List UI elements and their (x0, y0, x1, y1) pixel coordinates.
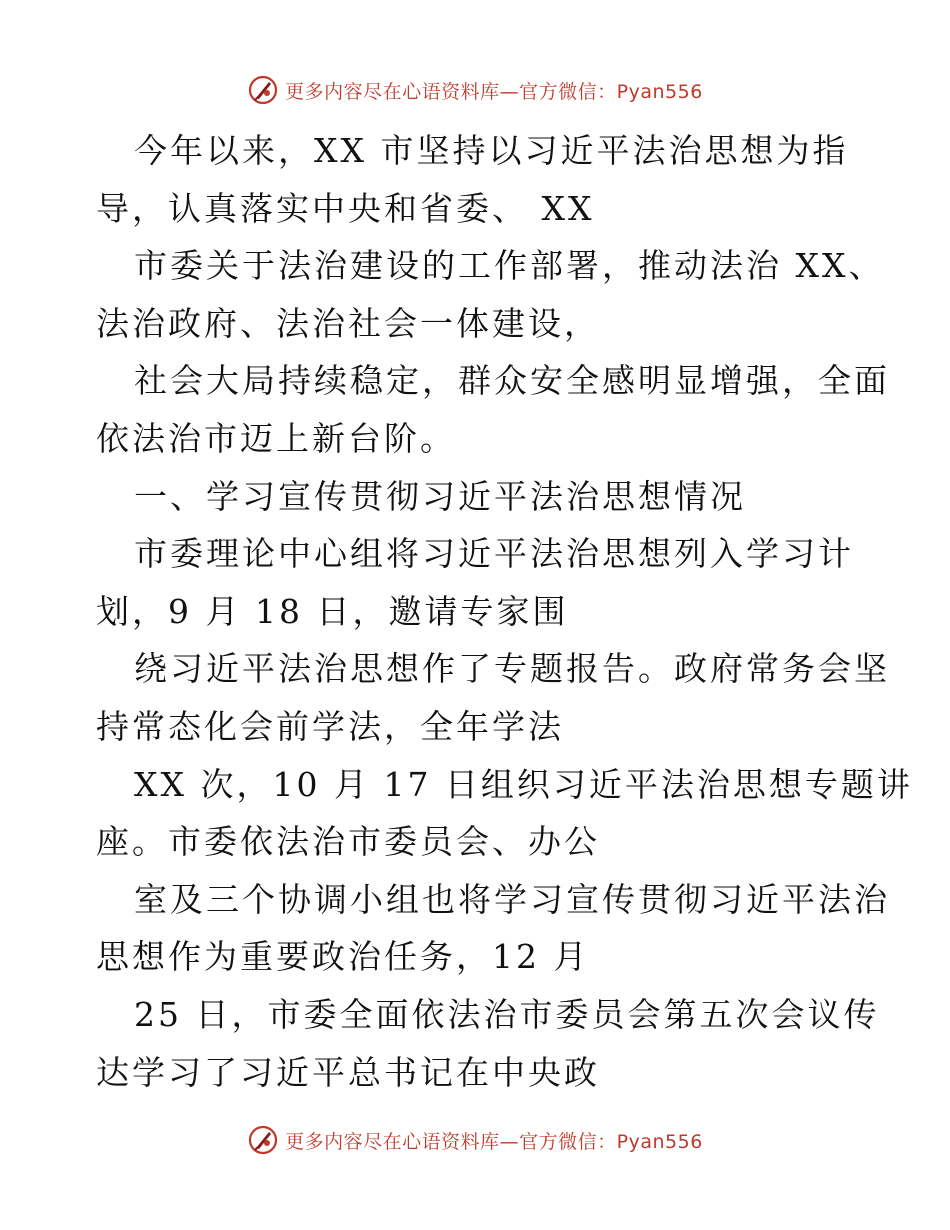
paragraph-line: 今年以来，XX 市坚持以习近平法治思想为指 (134, 131, 849, 170)
header-watermark-text: 更多内容尽在心语资料库—官方微信：Pyan556 (285, 80, 703, 103)
paragraph-line: 持常态化会前学法，全年学法 (96, 706, 564, 746)
quill-logo-icon (247, 1124, 279, 1156)
paragraph-line: 社会大局持续稳定，群众安全感明显增强，全面 (134, 361, 890, 401)
paragraph-line: XX 次，10 月 17 日组织习近平法治思想专题讲 (134, 764, 913, 804)
section-heading: 一、学习宣传贯彻习近平法治思想情况 (134, 476, 746, 516)
paragraph-line: 25 日，市委全面依法治市委员会第五次会议传 (134, 994, 880, 1034)
paragraph-line: 法治政府、法治社会一体建设， (96, 303, 600, 343)
paragraph-line: 达学习了习近平总书记在中央政 (96, 1052, 600, 1092)
footer-watermark-banner (0, 1120, 950, 1160)
paragraph-line: 室及三个协调小组也将学习宣传贯彻习近平法治 (134, 879, 890, 919)
paragraph-line: 思想作为重要政治任务，12 月 (96, 937, 590, 977)
document-body (96, 122, 913, 1101)
paragraph-line: 座。市委依法治市委员会、办公 (96, 822, 600, 862)
paragraph-line: 市委关于法治建设的工作部署，推动法治 XX、 (134, 246, 885, 286)
paragraph-line: 市委理论中心组将习近平法治思想列入学习计 (134, 534, 854, 574)
paragraph-line: 导，认真落实中央和省委、 XX (96, 188, 595, 228)
paragraph-line: 划，9 月 18 日，邀请专家围 (96, 591, 569, 631)
paragraph-line: 绕习近平法治思想作了专题报告。政府常务会坚 (134, 649, 890, 689)
header-watermark-banner (0, 70, 950, 110)
paragraph-line: 依法治市迈上新台阶。 (96, 418, 456, 458)
footer-watermark-text: 更多内容尽在心语资料库—官方微信：Pyan556 (285, 1130, 703, 1153)
quill-logo-icon (247, 74, 279, 106)
